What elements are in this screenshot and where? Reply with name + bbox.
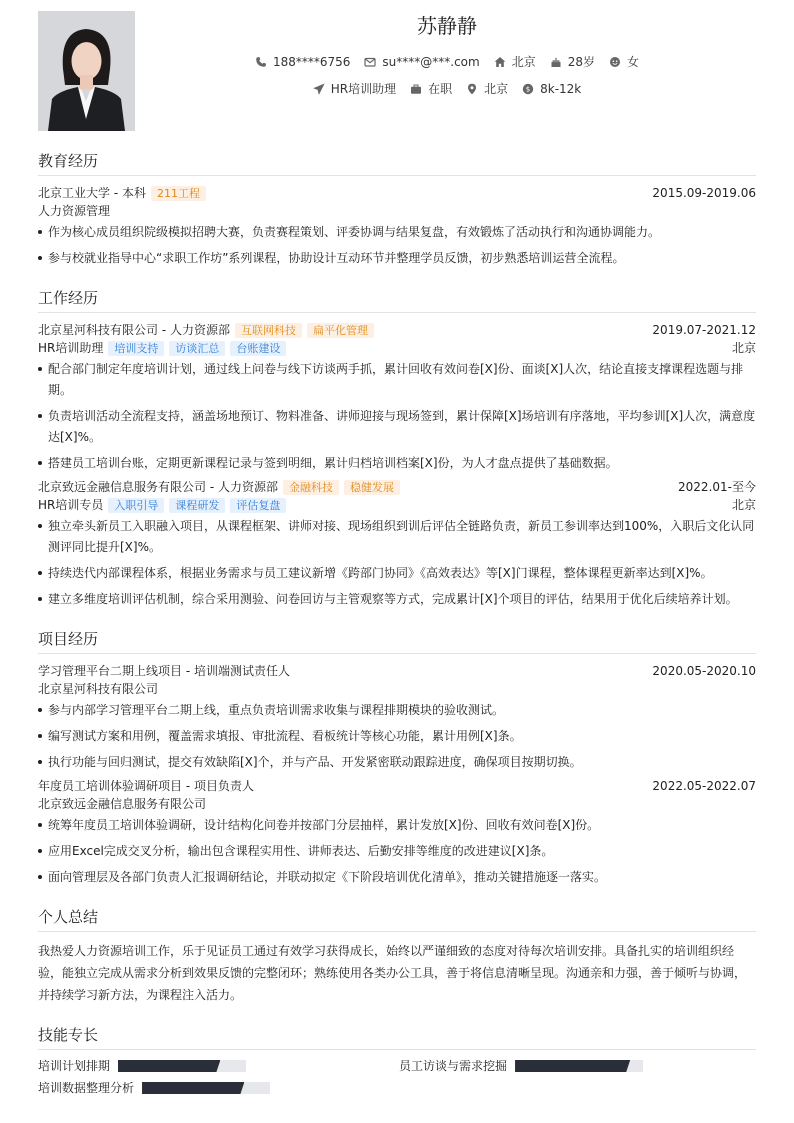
target-city-item	[466, 80, 508, 97]
skill-item	[399, 1058, 756, 1074]
education-dates: 2015.09-2019.06	[652, 186, 756, 200]
projects-section	[38, 628, 756, 888]
company-tag: 稳健发展	[344, 480, 400, 495]
project-entry	[38, 662, 756, 773]
skill-level-fill	[515, 1060, 630, 1072]
list-item: 面向管理层及各部门负责人汇报调研结论，并联动拟定《下阶段培训优化清单》，推动关键措施逐一落实。	[38, 867, 756, 888]
job-position-row	[38, 339, 756, 357]
position-tag: 课程研发	[169, 498, 225, 513]
project-org-row	[38, 680, 756, 698]
major-name: 人力资源管理	[38, 204, 111, 218]
company-name: 北京星河科技有限公司 - 人力资源部	[38, 323, 230, 337]
job-entry	[38, 478, 756, 610]
candidate-name: 苏静静	[417, 14, 477, 38]
section-title: 工作经历	[38, 287, 756, 313]
skill-level-bar	[515, 1060, 643, 1072]
major-row	[38, 202, 756, 220]
skill-item	[38, 1058, 399, 1074]
position-tag: 访谈汇总	[169, 341, 225, 356]
gender-icon	[609, 56, 621, 68]
home-icon	[494, 56, 506, 68]
salary-text: 8k-12k	[540, 81, 582, 96]
list-item: 应用Excel完成交叉分析，输出包含课程实用性、讲师表达、后勤安排等维度的改进建议[X]条。	[38, 841, 756, 862]
list-item: 作为核心成员组织院级模拟招聘大赛，负责赛程策划、评委协调与结果复盘，有效锻炼了活动执行和沟通协调能力。	[38, 222, 756, 243]
project-header	[38, 662, 756, 680]
send-icon	[313, 83, 325, 95]
company-name: 北京致远金融信息服务有限公司 - 人力资源部	[38, 480, 278, 494]
briefcase-icon	[410, 83, 422, 95]
location-icon	[466, 83, 478, 95]
section-title: 教育经历	[38, 150, 756, 176]
skill-name: 培训数据整理分析	[38, 1081, 135, 1095]
phone-item	[255, 53, 350, 70]
work-section	[38, 287, 756, 610]
age-item	[550, 53, 595, 70]
job-position-row	[38, 496, 756, 514]
project-name: 学习管理平台二期上线项目 - 培训端测试责任人	[38, 664, 290, 678]
list-item: 持续迭代内部课程体系，根据业务需求与员工建议新增《跨部门协同》《高效表达》等[X]门课程，整体课程更新率达到[X]%。	[38, 563, 756, 584]
project-entry	[38, 777, 756, 888]
section-title: 项目经历	[38, 628, 756, 654]
education-section	[38, 150, 756, 269]
job-company-row	[38, 478, 756, 496]
company-tag: 金融科技	[283, 480, 339, 495]
phone-text: 188****6756	[272, 54, 351, 69]
target-role-text: HR培训助理	[330, 82, 397, 96]
email-item	[364, 53, 479, 70]
hometown-text: 北京	[511, 55, 536, 69]
position-tag: 培训支持	[108, 341, 164, 356]
school-name: 北京工业大学 - 本科	[38, 186, 146, 200]
skill-name: 员工访谈与需求挖掘	[399, 1059, 508, 1073]
mail-icon	[364, 56, 376, 68]
skill-level-bar	[142, 1082, 270, 1094]
position-tag: 入职引导	[108, 498, 164, 513]
position-tag: 台账建设	[230, 341, 286, 356]
list-item: 搭建员工培训台账，定期更新课程记录与签到明细，累计归档培训档案[X]份，为人才盘点提供了基础数据。	[38, 453, 756, 474]
skill-name: 培训计划排期	[38, 1059, 111, 1073]
email-text: su****@***.com	[382, 54, 480, 69]
school-tag: 211工程	[151, 186, 206, 201]
section-title: 个人总结	[38, 906, 756, 932]
position-name: HR培训专员	[38, 498, 104, 512]
job-location: 北京	[731, 498, 756, 512]
list-item: 统筹年度员工培训体验调研，设计结构化问卷并按部门分层抽样，累计发放[X]份、回收有效问卷[X]份。	[38, 815, 756, 836]
job-dates: 2022.01-至今	[678, 480, 756, 494]
job-intent-row	[138, 80, 756, 97]
list-item: 参与校就业指导中心“求职工作坊”系列课程，协助设计互动环节并整理学员反馈，初步熟悉培训运营全流程。	[38, 248, 756, 269]
salary-item	[522, 80, 581, 97]
skill-level-fill	[118, 1060, 220, 1072]
summary-section	[38, 906, 756, 1006]
phone-icon	[255, 56, 267, 68]
list-item: 建立多维度培训评估机制，综合采用测验、问卷回访与主管观察等方式，完成累计[X]个项目的评估，结果用于优化后续培养计划。	[38, 589, 756, 610]
job-dates: 2019.07-2021.12	[652, 323, 756, 337]
job-entry	[38, 321, 756, 474]
status-text: 在职	[428, 82, 453, 96]
list-item: 独立牵头新员工入职融入项目，从课程框架、讲师对接、现场组织到训后评估全链路负责，新员工参训率达到100%，入职后文化认同测评同比提升[X]%。	[38, 516, 756, 558]
position-name: HR培训助理	[38, 341, 104, 355]
target-role-item	[313, 80, 396, 97]
company-tag: 互联网科技	[235, 323, 302, 338]
svg-text:$: $	[525, 85, 531, 94]
cake-icon	[550, 56, 562, 68]
hometown-item	[494, 53, 536, 70]
project-org: 北京星河科技有限公司	[38, 682, 159, 696]
project-name: 年度员工培训体验调研项目 - 项目负责人	[38, 779, 254, 793]
list-item: 负责培训活动全流程支持，涵盖场地预订、物料准备、讲师迎接与现场签到，累计保障[X]场培训有序落地，平均参训[X]人次，满意度达[X]%。	[38, 406, 756, 448]
list-item: 配合部门制定年度培训计划，通过线上问卷与线下访谈两手抓，累计回收有效问卷[X]份、面谈[X]人次，结论直接支撑课程选题与排期。	[38, 359, 756, 401]
status-item	[410, 80, 452, 97]
project-org-row	[38, 795, 756, 813]
project-org: 北京致远金融信息服务有限公司	[38, 797, 207, 811]
project-dates: 2020.05-2020.10	[652, 664, 756, 678]
list-item: 编写测试方案和用例，覆盖需求填报、审批流程、看板统计等核心功能，累计用例[X]条。	[38, 726, 756, 747]
gender-item	[609, 53, 639, 70]
contact-info-row	[138, 53, 756, 70]
skills-grid	[38, 1058, 756, 1096]
summary-text: 我热爱人力资源培训工作，乐于见证员工通过有效学习获得成长，始终以严谨细致的态度对待每次培训安排。具备扎实的培训组织经验，能独立完成从需求分析到效果反馈的完整闭环；熟练使用各类办公工具，善于将信息清晰呈现。沟通亲和力强，善于倾听与协调，并持续学习新方法，为课程注入活力。	[38, 944, 747, 1002]
skill-level-bar	[118, 1060, 246, 1072]
section-title: 技能专长	[38, 1024, 756, 1050]
resume-page	[38, 0, 756, 1096]
project-dates: 2022.05-2022.07	[652, 779, 756, 793]
education-header	[38, 184, 756, 202]
gender-text: 女	[627, 55, 640, 69]
list-item: 参与内部学习管理平台二期上线，重点负责培训需求收集与课程排期模块的验收测试。	[38, 700, 756, 721]
skill-item	[38, 1080, 399, 1096]
resume-header	[38, 0, 756, 131]
skills-section	[38, 1024, 756, 1096]
project-header	[38, 777, 756, 795]
skill-level-fill	[142, 1082, 244, 1094]
target-city-text: 北京	[484, 82, 509, 96]
age-text: 28岁	[567, 55, 596, 69]
company-tag: 扁平化管理	[307, 323, 374, 338]
list-item: 执行功能与回归测试，提交有效缺陷[X]个，并与产品、开发紧密联动跟踪进度，确保项目按期切换。	[38, 752, 756, 773]
job-company-row	[38, 321, 756, 339]
position-tag: 评估复盘	[230, 498, 286, 513]
coin-icon	[522, 83, 534, 95]
job-location: 北京	[731, 341, 756, 355]
